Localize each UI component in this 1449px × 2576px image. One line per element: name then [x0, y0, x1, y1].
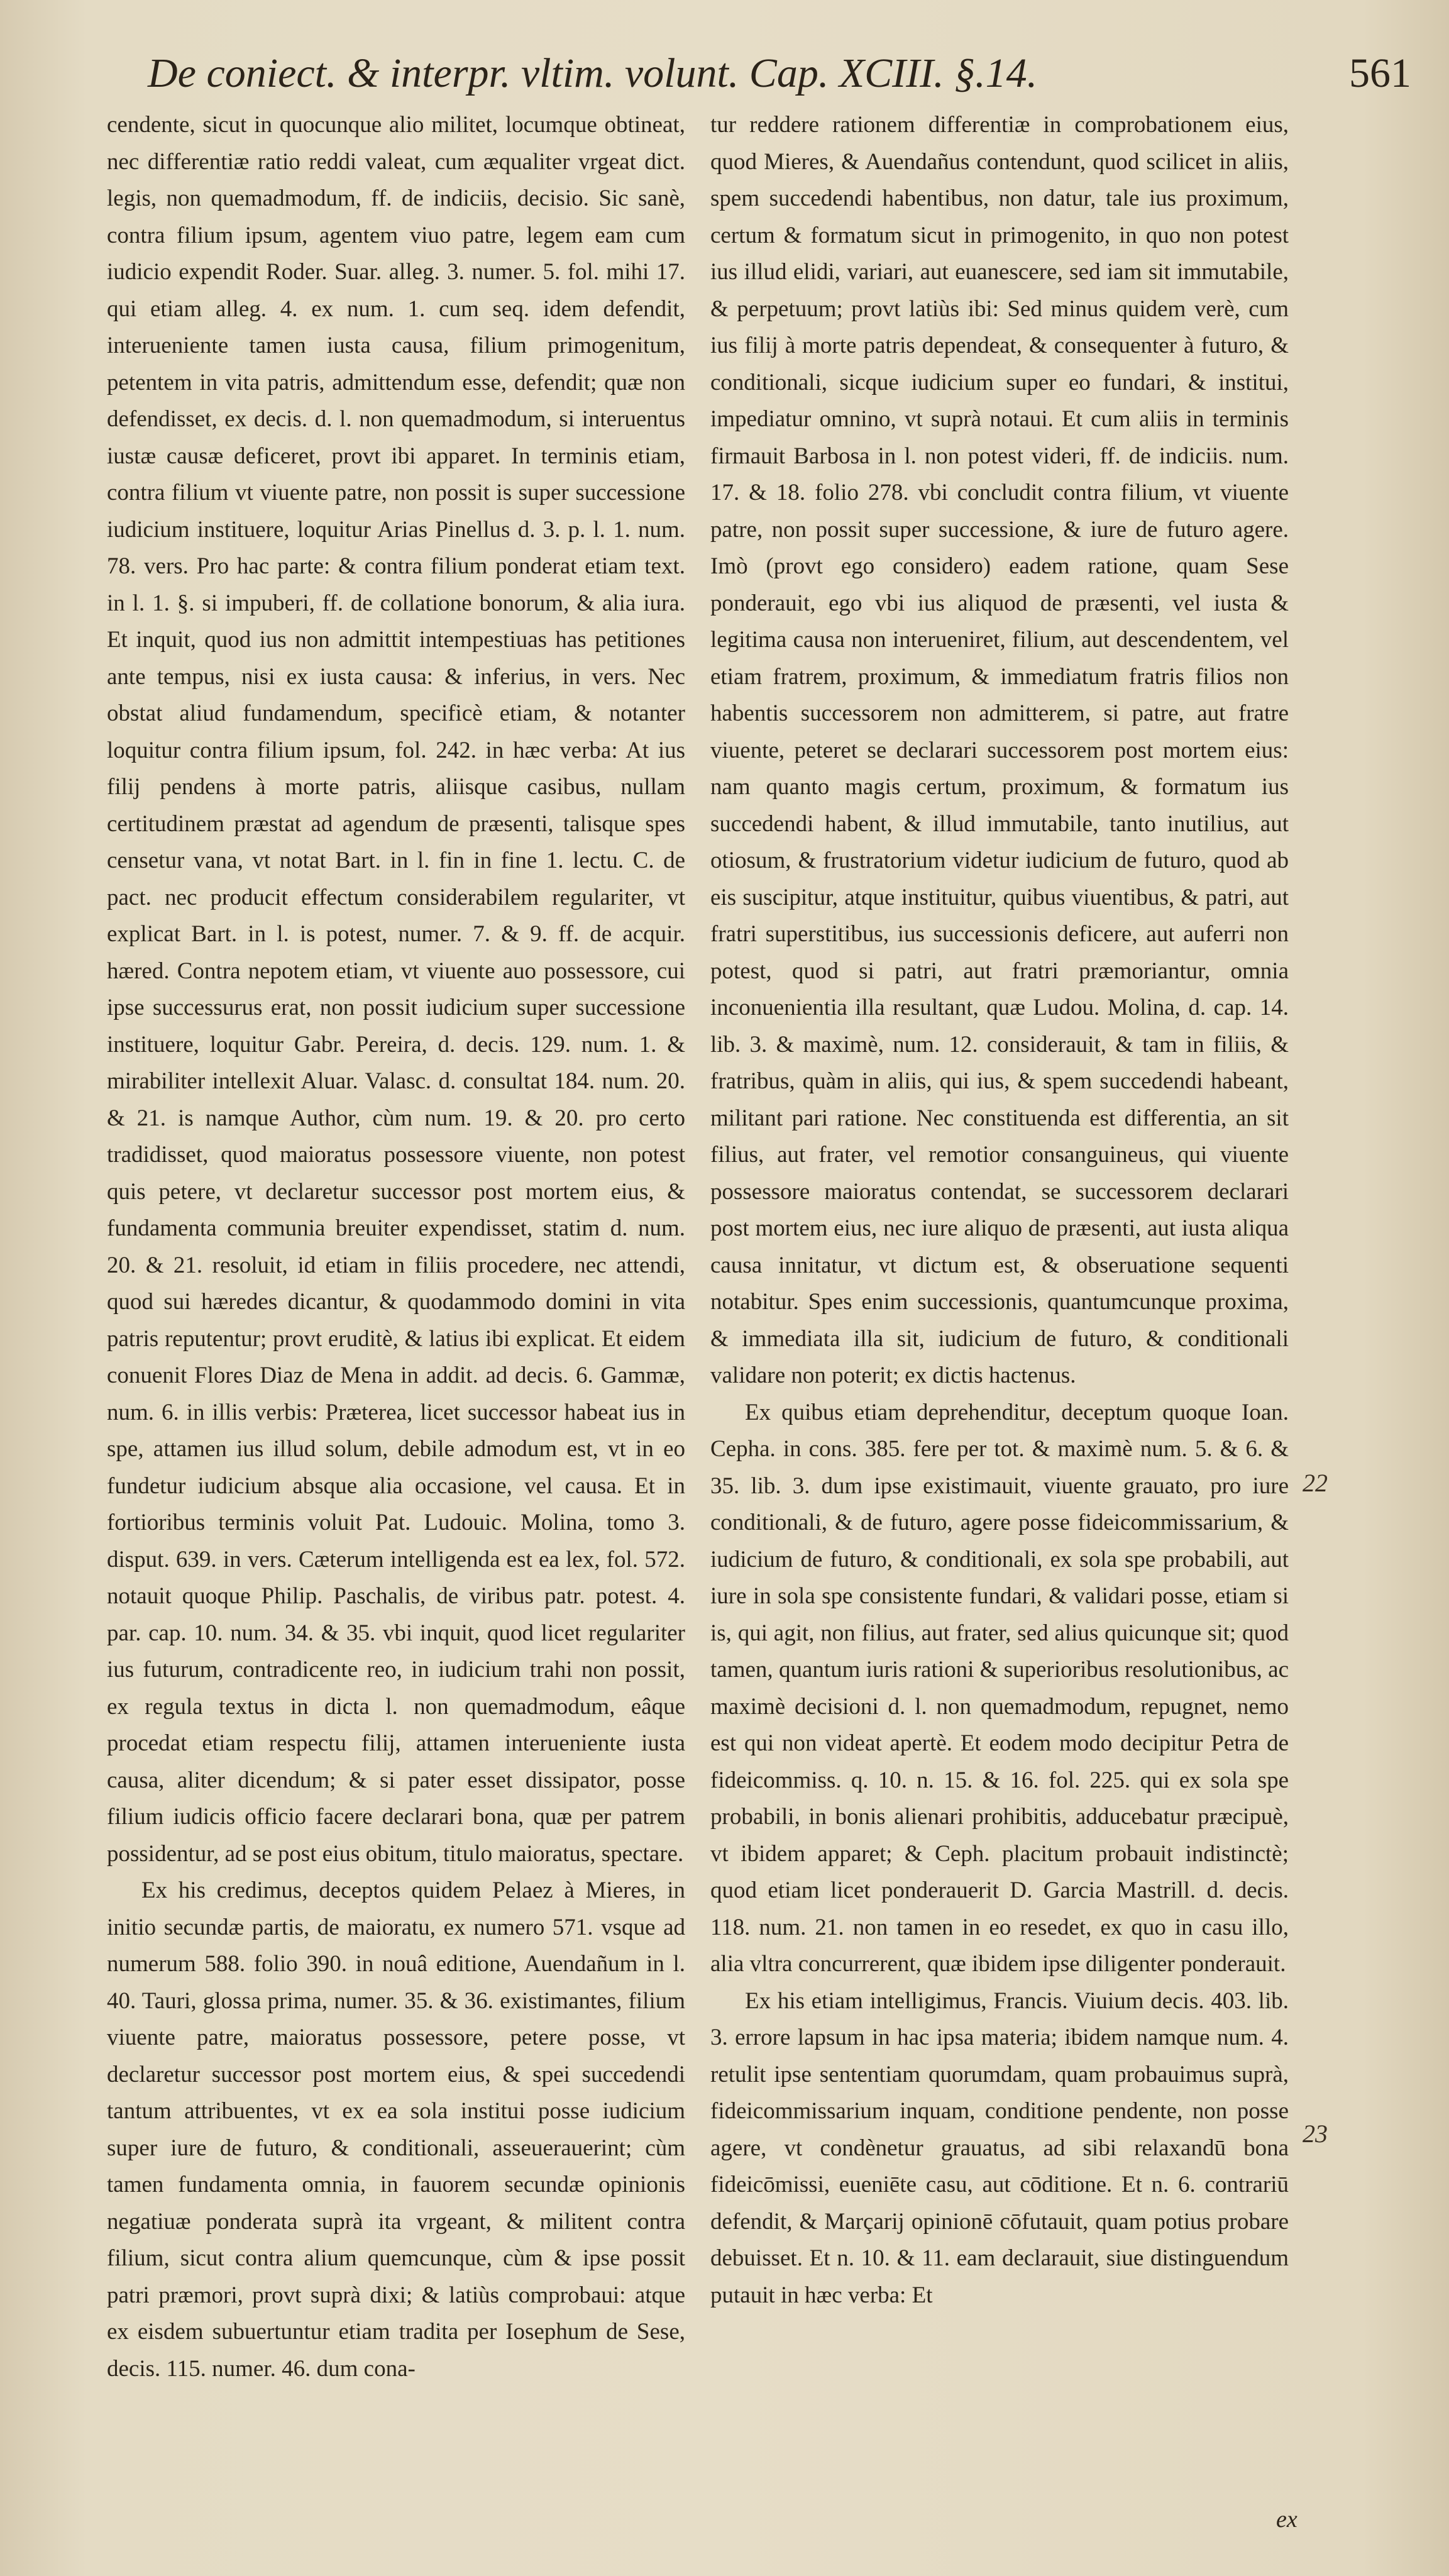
folio-number: 561	[1349, 50, 1411, 96]
paragraph: cendente, sicut in quocunque alio militet, locumque obtineat, nec differentiæ ratio reddi valeat, cum æqualiter vrgeat dict. legis, non quemadmodum, ff. de indiciis, decisio. Sic sanè, contra filium ipsum, agentem viuo patre, legem eam cum iudicio expendit Roder. Suar. alleg. 3. numer. 5. fol. mihi 17. qui etiam alleg. 4. ex num. 1. cum seq. idem defendit, interueniente tamen iusta causa, filium primogenitum, petentem in vita patris, admittendum esse, defendit; quæ non defendisset, ex decis. d. l. non quemadmodum, si interuentus iustæ causæ deficeret, provt ibi apparet. In terminis etiam, contra filium vt viuente patre, non possit is super successione iudicium instituere, loquitur Arias Pinellus d. 3. p. l. 1. num. 78. vers. Pro hac parte: & contra filium ponderat etiam text. in l. 1. §. si impuberi, ff. de collatione bonorum, & alia iura. Et inquit, quod ius non admittit intempestiuas has petitiones ante tempus, nisi ex iusta causa: & inferius, in vers. Nec obstat aliud fundamendum, specificè etiam, & notanter loquitur contra filium ipsum, fol. 242. in hæc verba: At ius filij pendens à morte patris, aliisque casibus, nullam certitudinem præstat ad agendum de præsenti, talisque spes censetur vana, vt notat Bart. in l. fin in fine 1. lectu. C. de pact. nec producit effectum considerabilem regulariter, vt explicat Bart. in l. is potest, numer. 7. & 9. ff. de acquir. hæred. Contra nepotem etiam, vt viuente auo possessore, cui ipse successurus erat, non possit iudicium super successione instituere, loquitur Gabr. Pereira, d. decis. 129. num. 1. & mirabiliter intellexit Aluar. Valasc. d. consultat 184. num. 20. & 21. is namque Author, cùm num. 19. & 20. pro certo tradidisset, quod maioratus possessore viuente, non potest quis petere, vt declaretur successor post mortem eius, & fundamenta communia breuiter expendisset, statim d. num. 20. & 21. resoluit, id etiam in filiis procedere, nec attendi, quod sui hæredes dicantur, & quodammodo domini in vita patris reputentur; provt eruditè, & latius ibi explicat. Et eidem conuenit Flores Diaz de Mena in addit. ad decis. 6. Gammæ, num. 6. in illis verbis: Præterea, licet successor habeat ius in spe, attamen ius illud solum, debile admodum est, vt in eo fundetur iudicium absque alia occasione, vel causa. Et in fortioribus terminis voluit Pat. Ludouic. Molina, tomo 3. disput. 639. in vers. Cæterum intelligenda est ea lex, fol. 572. notauit quoque Philip. Paschalis, de viribus patr. potest. 4. par. cap. 10. num. 34. & 35. vbi inquit, quod licet regulariter ius futurum, contradicente reo, in iudicium trahi non possit, ex regula textus in dicta l. non quemadmodum, eâque procedat etiam respectu filij, attamen interueniente iusta causa, aliter dicendum; & si pater esset dissipator, posse filium iudicis officio facere declarari bona, quæ per patrem possidentur, ad se post eius obitum, titulo maioratus, spectare.	[107, 112, 685, 1867]
catchword: ex	[1276, 2506, 1297, 2533]
paragraph: Ex his credimus, deceptos quidem Pelaez à Mieres, in initio secundæ partis, de maioratu, ex numero 571. vsque ad numerum 588. folio 390. in nouâ editione, Auendañum in l. 40. Tauri, glossa prima, numer. 35. & 36. existimantes, filium viuente patre, maioratus possessore, petere posse, vt declaretur successor post mortem eius, & spei succedendi tantum attribuentes, vt ex ea sola institui posse iudicium super iure de futuro, & conditionali, asseuerauerint; cùm tamen fundamenta omnia, in fauorem secundæ opinionis negatiuæ ponderata suprà ita vrgeant, & militent contra filium, sicut contra alium quemcunque, cùm & ipse possit patri præmori, provt suprà dixi; & latiùs comprobaui: atque ex eisdem subuertuntur etiam tradita per Iosephum de Sese, decis. 115. numer. 46. dum cona-	[107, 1877, 685, 2382]
margin-note-23: 23	[1303, 2120, 1328, 2148]
paragraph: Ex quibus etiam deprehenditur, deceptum quoque Ioan. Cepha. in cons. 385. fere per tot. & maximè num. 5. & 6. & 35. lib. 3. dum ipse existimauit, viuente grauato, pro iure conditionali, & de futuro, agere posse fideicommissarium, & iudicium de futuro, & conditionali, ex sola spe probabili, aut iure in sola spe consistente fundari, & validari posse, etiam si is, qui agit, non filius, aut frater, sed alius quicunque sit; quod tamen, quantum iuris rationi & superioribus resolutionibus, ac maximè decisioni d. l. non quemadmodum, repugnet, nemo est qui non videat apertè. Et eodem modo decipitur Petra de fideicommiss. q. 10. n. 15. & 16. fol. 225. qui ex sola spe probabili, in bonis alienari prohibitis, adducebatur præcipuè, vt ibidem apparet; & Ceph. placitum probauit indistinctè; quod etiam licet ponderauerit D. Garcia Mastrill. d. decis. 118. num. 21. non tamen in eo resedet, ex quo in casu illo, alia vltra concurrerent, quæ ibidem ipse diligenter ponderauit.	[710, 1399, 1289, 1977]
paragraph: tur reddere rationem differentiæ in comprobationem eius, quod Mieres, & Auendañus contendunt, quod scilicet in aliis, spem succedendi habentibus, non datur, tale ius proximum, certum & formatum sicut in primogenito, in quo non potest ius illud elidi, variari, aut euanescere, sed iam sit immutabile, & perpetuum; provt latiùs ibi: Sed minus quidem verè, cum ius filij à morte patris dependeat, & consequenter à futuro, & conditionali, sicque iudicium super eo fundari, & institui, impediatur omnino, vt suprà notaui. Et cum aliis in terminis firmauit Barbosa in l. non potest videri, ff. de indiciis. num. 17. & 18. folio 278. vbi concludit contra filium, vt viuente patre, non possit super successione, & iure de futuro agere. Imò (provt ego considero) eadem ratione, quam Sese ponderauit, ego vbi ius aliquod de præsenti, vel iusta & legitima causa non interueniret, filium, aut descendentem, vel etiam fratrem, proximum, & immediatum fratris filios non habentis successorem non admitterem, si patre, aut fratre viuente, peteret se declarari successorem post mortem eius: nam quanto magis certum, proximum, & formatum ius succedendi habent, & illud immutabile, tanto inutilius, aut otiosum, & frustratorium videtur iudicium de futuro, quod ab eis suscipitur, atque instituitur, quibus viuentibus, & patri, aut fratri superstitibus, ius successionis deficere, aut auferri non potest, quod si patri, aut fratri præmoriantur, omnia inconuenientia illa resultant, quæ Ludou. Molina, d. cap. 14. lib. 3. & maximè, num. 12. considerauit, & tam in filiis, & fratribus, quàm in aliis, qui ius, & spem succedendi habeant, militant pari ratione. Nec constituenda est differentia, an sit filius, aut frater, vel remotior consanguineus, qui viuente possessore maioratus contendat, se successorem declarari post mortem eius, nec iure aliquo de præsenti, aut iusta aliqua causa innitatur, vt dictum est, & obseruatione sequenti notabitur. Spes enim successionis, quantumcunque proxima, & immediata illa sit, iudicium de futuro, & conditionali validare non poterit; ex dictis hactenus.	[710, 112, 1289, 1388]
right-column	[710, 107, 1289, 2314]
paragraph: Ex his etiam intelligimus, Francis. Viuium decis. 403. lib. 3. errore lapsum in hac ipsa materia; ibidem namque num. 4. retulit ipse sententiam quorumdam, quam probauimus suprà, fideicommissarium inquam, conditione pendente, non posse agere, vt condènetur grauatus, ad sibi relaxandū bona fideicōmissi, eueniēte casu, aut cōditione. Et n. 6. contrariū defendit, & Marçarij opinionē cōfutauit, quam potius probare debuisset. Et n. 10. & 11. eam declarauit, siue distinguendum putauit in hæc verba: Et	[710, 1987, 1289, 2308]
running-head: De coniect. & interpr. vltim. volunt. Cap. XCIII. §.14.	[148, 50, 1038, 96]
left-column	[107, 107, 685, 2387]
margin-note-22: 22	[1303, 1469, 1328, 1497]
page-header	[148, 39, 1411, 108]
